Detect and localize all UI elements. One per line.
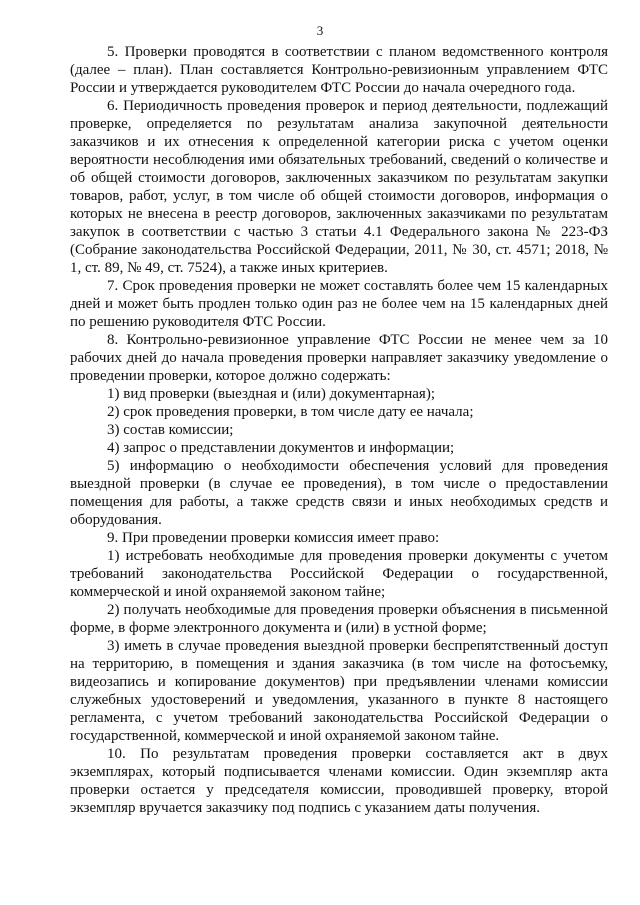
- list-item-9-3: 3) иметь в случае проведения выездной проверки беспрепятственный доступ на территорию, в помещения и здания заказчика (в том числе на фотосъемку, видеозапись и копирование документов) при предъявлении членами комиссии служебных удостоверений и уведомления, указанного в пункте 8 настоящего регламента, с учетом требований законодательства Российской Федерации о государственной, коммерческой и иной охраняемой законом тайне.: [70, 638, 608, 744]
- document-body: [70, 43, 608, 817]
- list-item-8-2: 2) срок проведения проверки, в том числе дату ее начала;: [107, 404, 474, 420]
- list-item-8-4: 4) запрос о представлении документов и информации;: [107, 440, 455, 456]
- paragraph-7: 7. Срок проведения проверки не может составлять более чем 15 календарных дней и может быть продлен только один раз не более чем на 15 календарных дней по решению руководителя ФТС России.: [70, 278, 608, 330]
- paragraph-5: 5. Проверки проводятся в соответствии с планом ведомственного контроля (далее – план). План составляется Контрольно-ревизионным управлением ФТС России и утверждается руководителем ФТС России до начала очередного года.: [70, 44, 608, 96]
- list-item-9-2: 2) получать необходимые для проведения проверки объяснения в письменной форме, в форме электронного документа и (или) в устной форме;: [70, 602, 608, 636]
- page-number: 3: [316, 23, 324, 38]
- paragraph-9: 9. При проведении проверки комиссия имеет право:: [107, 530, 440, 546]
- list-item-8-3: 3) состав комиссии;: [107, 422, 234, 438]
- list-item-8-1: 1) вид проверки (выездная и (или) документарная);: [107, 386, 435, 402]
- list-item-9-1: 1) истребовать необходимые для проведения проверки документы с учетом требований законодательства Российской Федерации о государственной, коммерческой и иной охраняемой законом тайне;: [70, 548, 608, 600]
- paragraph-8: 8. Контрольно-ревизионное управление ФТС России не менее чем за 10 рабочих дней до начала проведения проверки направляет заказчику уведомление о проведении проверки, которое должно содержать:: [70, 332, 608, 384]
- paragraph-6: 6. Периодичность проведения проверок и период деятельности, подлежащий проверке, определяется по результатам анализа закупочной деятельности заказчиков и их отнесения к определенной категории риска с учетом оценки вероятности несоблюдения ими обязательных требований, сведений о количестве и об общей стоимости договоров, заключенных заказчиком по результатам закупки товаров, работ, услуг, в том числе об общей стоимости договоров, информация о которых не внесена в реестр договоров, заключенных заказчиками по результатам закупок в соответствии с частью 3 статьи 4.1 Федерального закона № 223-ФЗ (Собрание законодательства Российской Федерации, 2011, № 30, ст. 4571; 2018, № 1, ст. 89, № 49, ст. 7524), а также иных критериев.: [70, 98, 608, 276]
- paragraph-10: 10. По результатам проведения проверки составляется акт в двух экземплярах, который подписывается членами комиссии. Один экземпляр акта проверки остается у председателя комиссии, проводившей проверку, второй экземпляр вручается заказчику под подпись с указанием даты получения.: [70, 746, 608, 816]
- list-item-8-5: 5) информацию о необходимости обеспечения условий для проведения выездной проверки (в случае ее проведения), в том числе о предоставлении помещения для работы, а также средств связи и иных необходимых средств и оборудования.: [70, 458, 608, 528]
